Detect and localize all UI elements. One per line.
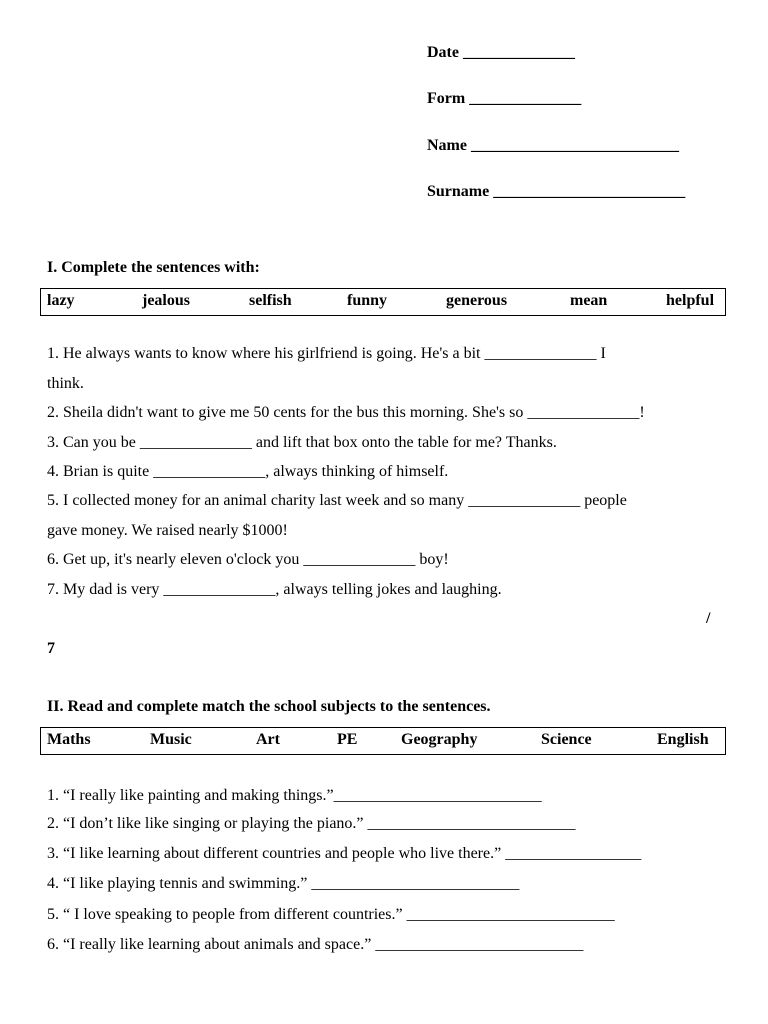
score-total: 7 bbox=[47, 640, 55, 657]
word-bank-item: jealous bbox=[142, 292, 190, 309]
subject-bank-box bbox=[40, 727, 726, 755]
subject-bank-item: Science bbox=[541, 731, 592, 748]
subject-sentence: 4. “I like playing tennis and swimming.” __________________________ bbox=[47, 875, 520, 892]
word-bank-item: funny bbox=[347, 292, 388, 309]
subject-bank-item: Music bbox=[150, 731, 192, 748]
subject-sentence: 3. “I like learning about different countries and people who live there.” _________________ bbox=[47, 845, 642, 862]
word-bank-item: selfish bbox=[249, 292, 292, 309]
section-1-title: I. Complete the sentences with: bbox=[47, 259, 260, 276]
subject-bank-item: Geography bbox=[401, 731, 478, 748]
word-bank-box bbox=[40, 288, 726, 316]
subject-bank-item: PE bbox=[337, 731, 358, 748]
sentence-line: 2. Sheila didn't want to give me 50 cents for the bus this morning. She's so ______________! bbox=[47, 404, 645, 421]
word-bank-item: helpful bbox=[666, 292, 715, 309]
subject-sentence: 2. “I don’t like like singing or playing the piano.” __________________________ bbox=[47, 815, 576, 832]
subject-bank-item: Maths bbox=[47, 731, 91, 748]
subject-sentence: 6. “I really like learning about animals and space.” __________________________ bbox=[47, 936, 584, 953]
section-2-title: II. Read and complete match the school subjects to the sentences. bbox=[47, 698, 491, 715]
score-slash: / bbox=[706, 610, 711, 627]
sentence-line: 1. He always wants to know where his girlfriend is going. He's a bit ______________ I bbox=[47, 345, 606, 362]
word-bank-item: lazy bbox=[47, 292, 75, 309]
sentence-line: 3. Can you be ______________ and lift that box onto the table for me? Thanks. bbox=[47, 434, 557, 451]
date-field[interactable]: Date ______________ bbox=[427, 44, 575, 61]
subject-bank-item: Art bbox=[256, 731, 280, 748]
word-bank-item: mean bbox=[570, 292, 608, 309]
word-bank-item: generous bbox=[446, 292, 508, 309]
sentence-line: 4. Brian is quite ______________, always thinking of himself. bbox=[47, 463, 449, 480]
subject-sentence: 1. “I really like painting and making things.”__________________________ bbox=[47, 787, 542, 804]
form-field[interactable]: Form ______________ bbox=[427, 90, 582, 107]
sentence-line: gave money. We raised nearly $1000! bbox=[47, 522, 288, 539]
subject-sentence: 5. “ I love speaking to people from different countries.” __________________________ bbox=[47, 906, 615, 923]
sentence-line: think. bbox=[47, 375, 84, 392]
sentence-line: 6. Get up, it's nearly eleven o'clock you ______________ boy! bbox=[47, 551, 449, 568]
subject-bank-item: English bbox=[657, 731, 709, 748]
surname-field[interactable]: Surname ________________________ bbox=[427, 183, 686, 200]
sentence-line: 5. I collected money for an animal charity last week and so many ______________ people bbox=[47, 492, 627, 509]
sentence-line: 7. My dad is very ______________, always telling jokes and laughing. bbox=[47, 581, 502, 598]
name-field[interactable]: Name __________________________ bbox=[427, 137, 679, 154]
